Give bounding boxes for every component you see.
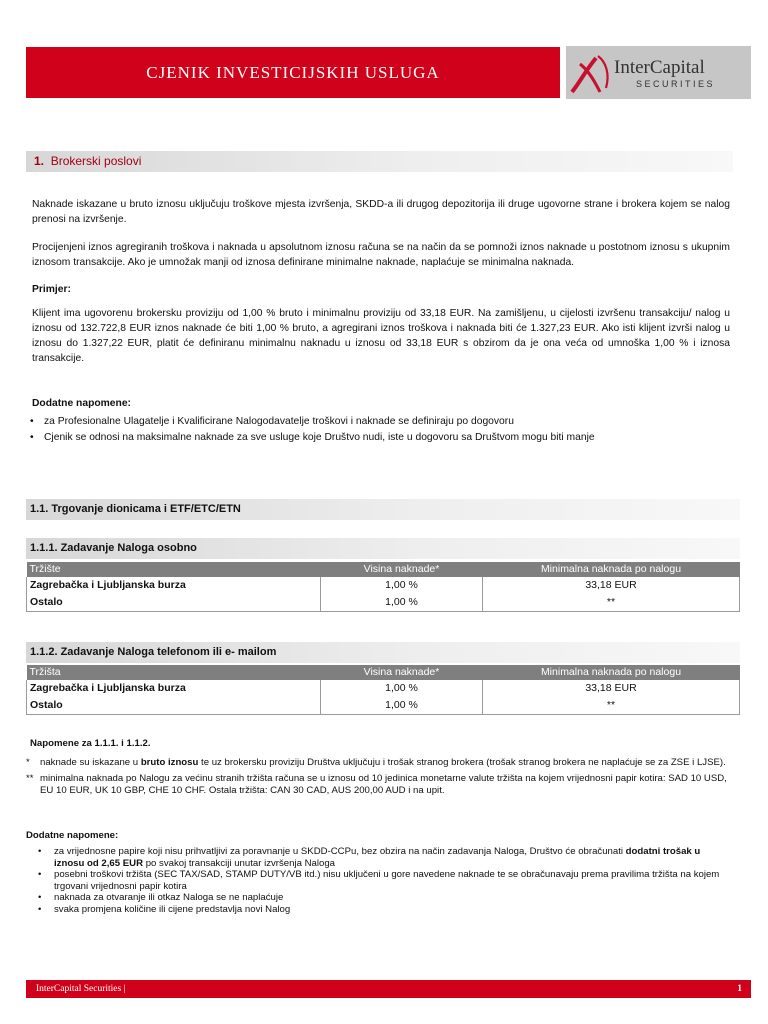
paragraph-example: Klijent ima ugovorenu brokersku proviziju od 1,00 % bruto i minimalnu proviziju od 33,18 EUR. Na zamišljenu, u cijelosti izvršenu transakciju/ nalog u iznosu od 132.722,8 EUR iznos naknade će biti 1,00 % bruto, a agregirani iznos troškova i naknada biti će 1.327,23 EUR. Ako isti klijent izvrši nalog u iznosu do 1.327,22 EUR, platit će definiranu minimalnu naknadu u iznosu od 33,18 EUR s obzirom da je ona veća od umnoška 1,00 % i iznosa transakcije. — [32, 308, 730, 364]
fee-table-phone-email — [26, 665, 740, 715]
section-heading-1-1-1: 1.1.1. Zadavanje Naloga osobno — [26, 538, 740, 559]
table-row: Ostalo 1,00 % ** — [27, 697, 740, 715]
header-bar — [26, 47, 560, 98]
list-item: • naknada za otvaranje ili otkaz Naloga se ne naplaćuje — [38, 892, 284, 904]
list-item: • za Profesionalne Ulagatelje i Kvalificirane Nalogodavatelje troškovi i naknade se definiraju po dogovoru — [30, 416, 514, 427]
section-title: Brokerski poslovi — [50, 154, 142, 168]
section-heading-brokerski-poslovi — [26, 151, 733, 172]
example-label: Primjer: — [32, 284, 71, 295]
page-footer — [26, 980, 751, 998]
additional-notes-list — [30, 414, 730, 445]
note-item: * naknade su iskazane u bruto iznosu te uz brokersku proviziju Društva uključuju i trošak stranog brokera (trošak stranog brokera ne naplaćuje se za ZSE i LJSE). — [26, 757, 726, 768]
additional-notes-title: Dodatne napomene: — [26, 830, 119, 841]
column-header: Minimalna naknada po nalogu — [483, 665, 740, 680]
list-item: • Cjenik se odnosi na maksimalne naknade za sve usluge koje Društvo nudi, iste u dogovoru sa Društvom mogu biti manje — [30, 431, 595, 443]
section-heading-1-1-2: 1.1.2. Zadavanje Naloga telefonom ili e- mailom — [26, 642, 740, 663]
list-item: • svaka promjena količine ili cijene predstavlja novi Nalog — [38, 903, 291, 915]
column-header: Visina naknade* — [321, 665, 483, 680]
column-header: Tržišta — [27, 665, 321, 680]
intercapital-logo-icon — [566, 52, 612, 96]
footer-company: InterCapital Securities | — [36, 984, 126, 994]
column-header: Visina naknade* — [321, 562, 483, 577]
fee-table-in-person — [26, 562, 740, 612]
note-item: ** minimalna naknada po Nalogu za većinu stranih tržišta računa se u iznosu od 10 jedinica monetarne valute tržišta na kojem vrijednosni papir kotira: SAD 10 USD, EU 10 EUR, UK 10 GBP, CHE 10 CHF. Ostala tržišta: CAN 30 CAD, AUS 200,00 AUD i na upit. — [26, 773, 727, 796]
list-item: • za vrijednosne papire koji nisu prihvatljivi za poravnanje u SKDD-CCPu, bez obzira na način zadavanja Naloga, Društvo će obračunati dodatni trošak u iznosu od 2,65 EUR po svakoj transakciji unutar izvršenja Naloga — [38, 846, 701, 869]
table-row: Ostalo 1,00 % ** — [27, 594, 740, 612]
additional-notes-label: Dodatne napomene: — [32, 398, 131, 409]
logo-subtitle: SECURITIES — [636, 79, 716, 89]
section-number: 1. — [34, 154, 45, 168]
additional-notes-bullets — [38, 846, 728, 916]
table-row: Zagrebačka i Ljubljanska burza 1,00 % 33,18 EUR — [27, 680, 740, 697]
notes-title: Napomene za 1.1.1. i 1.1.2. — [30, 738, 151, 749]
paragraph-fees-intro: Naknade iskazane u bruto iznosu uključuju troškove mjesta izvršenja, SKDD-a ili drugog depozitorija ili druge ugovorne strane i brokera kojem se nalog prenosi na izvršenje. — [32, 199, 730, 225]
column-header: Tržište — [27, 562, 321, 577]
document-title: CJENIK INVESTICIJSKIH USLUGA — [146, 63, 440, 82]
column-header: Minimalna naknada po nalogu — [483, 562, 740, 577]
page-number: 1 — [737, 984, 742, 994]
section-heading-1-1: 1.1. Trgovanje dionicama i ETF/ETC/ETN — [26, 499, 740, 520]
list-item: • posebni troškovi tržišta (SEC TAX/SAD, STAMP DUTY/VB itd.) nisu uključeni u gore navedene naknade te se obračunavaju prema pravilima tržišta na kojem trgovani vrijednosni papir kotira — [38, 869, 720, 892]
company-logo — [566, 46, 751, 99]
paragraph-aggregated-costs: Procijenjeni iznos agregiranih troškova i naknada u apsolutnom iznosu računa se na način da se pomnoži iznos naknade u postotnom iznosu s ukupnim iznosom transakcije. Ako je umnožak manji od iznosa definirane minimalne naknade, naplaćuje se minimalna naknada. — [32, 242, 730, 268]
logo-name: InterCapital — [614, 57, 705, 78]
table-row: Zagrebačka i Ljubljanska burza 1,00 % 33,18 EUR — [27, 577, 740, 594]
notes-block — [26, 738, 738, 797]
